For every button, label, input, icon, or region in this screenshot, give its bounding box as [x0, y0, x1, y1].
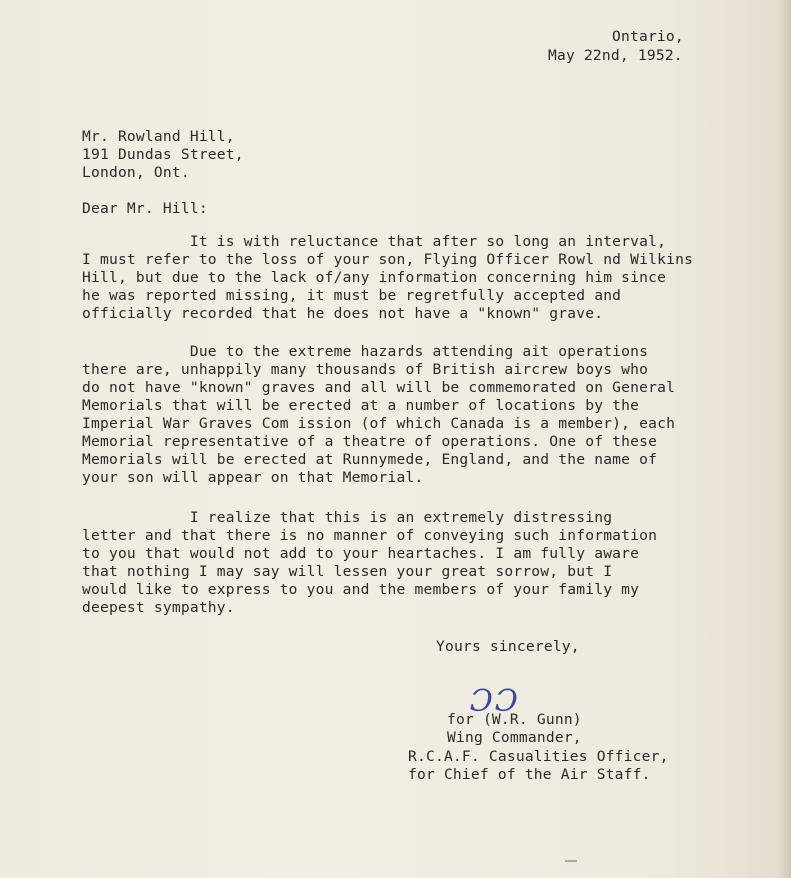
addressee-line: London, Ont. [82, 164, 190, 181]
closing: Yours sincerely, [436, 638, 580, 655]
paragraph-2-line: do not have "known" graves and all will be commemorated on General [82, 379, 676, 396]
paragraph-1-line: It is with reluctance that after so long an interval, [82, 233, 667, 250]
page-edge-shadow [777, 0, 791, 878]
addressee-line: 191 Dundas Street, [82, 146, 244, 163]
ink-smudge [565, 860, 577, 862]
paragraph-2-line: Memorials will be erected at Runnymede, England, and the name of [82, 451, 658, 468]
paragraph-2-line: Memorial representative of a theatre of operations. One of these [82, 433, 658, 450]
paragraph-1-line: Hill, but due to the lack of/any information concerning him since [82, 269, 667, 286]
signature-line: R.C.A.F. Casualities Officer, [408, 748, 669, 765]
paragraph-3-line: deepest sympathy. [82, 599, 235, 616]
paragraph-3-line: I realize that this is an extremely distressing [82, 509, 613, 526]
paragraph-1-line: officially recorded that he does not have a "known" grave. [82, 305, 604, 322]
salutation: Dear Mr. Hill: [82, 200, 208, 217]
signature-line: for (W.R. Gunn) [447, 711, 582, 728]
addressee-line: Mr. Rowland Hill, [82, 128, 235, 145]
signature-line: Wing Commander, [447, 729, 582, 746]
paragraph-2-line: there are, unhappily many thousands of British aircrew boys who [82, 361, 649, 378]
paragraph-3-line: that nothing I may say will lessen your great sorrow, but I [82, 563, 613, 580]
paragraph-2-line: Due to the extreme hazards attending ait operations [82, 343, 649, 360]
paragraph-2-line: Imperial War Graves Com ission (of which Canada is a member), each [82, 415, 676, 432]
paragraph-3-line: to you that would not add to your heartaches. I am fully aware [82, 545, 640, 562]
paragraph-2-line: your son will appear on that Memorial. [82, 469, 424, 486]
paragraph-3-line: letter and that there is no manner of conveying such information [82, 527, 658, 544]
paragraph-3-line: would like to express to you and the members of your family my [82, 581, 640, 598]
letter-date: May 22nd, 1952. [548, 47, 683, 64]
paragraph-1-line: he was reported missing, it must be regretfully accepted and [82, 287, 622, 304]
handwritten-signature-mark: ƆƆ [470, 684, 520, 719]
signature-line: for Chief of the Air Staff. [408, 766, 651, 783]
paragraph-2-line: Memorials that will be erected at a number of locations by the [82, 397, 640, 414]
letter-place: Ontario, [612, 28, 684, 45]
paragraph-1-line: I must refer to the loss of your son, Flying Officer Rowl nd Wilkins [82, 251, 694, 268]
